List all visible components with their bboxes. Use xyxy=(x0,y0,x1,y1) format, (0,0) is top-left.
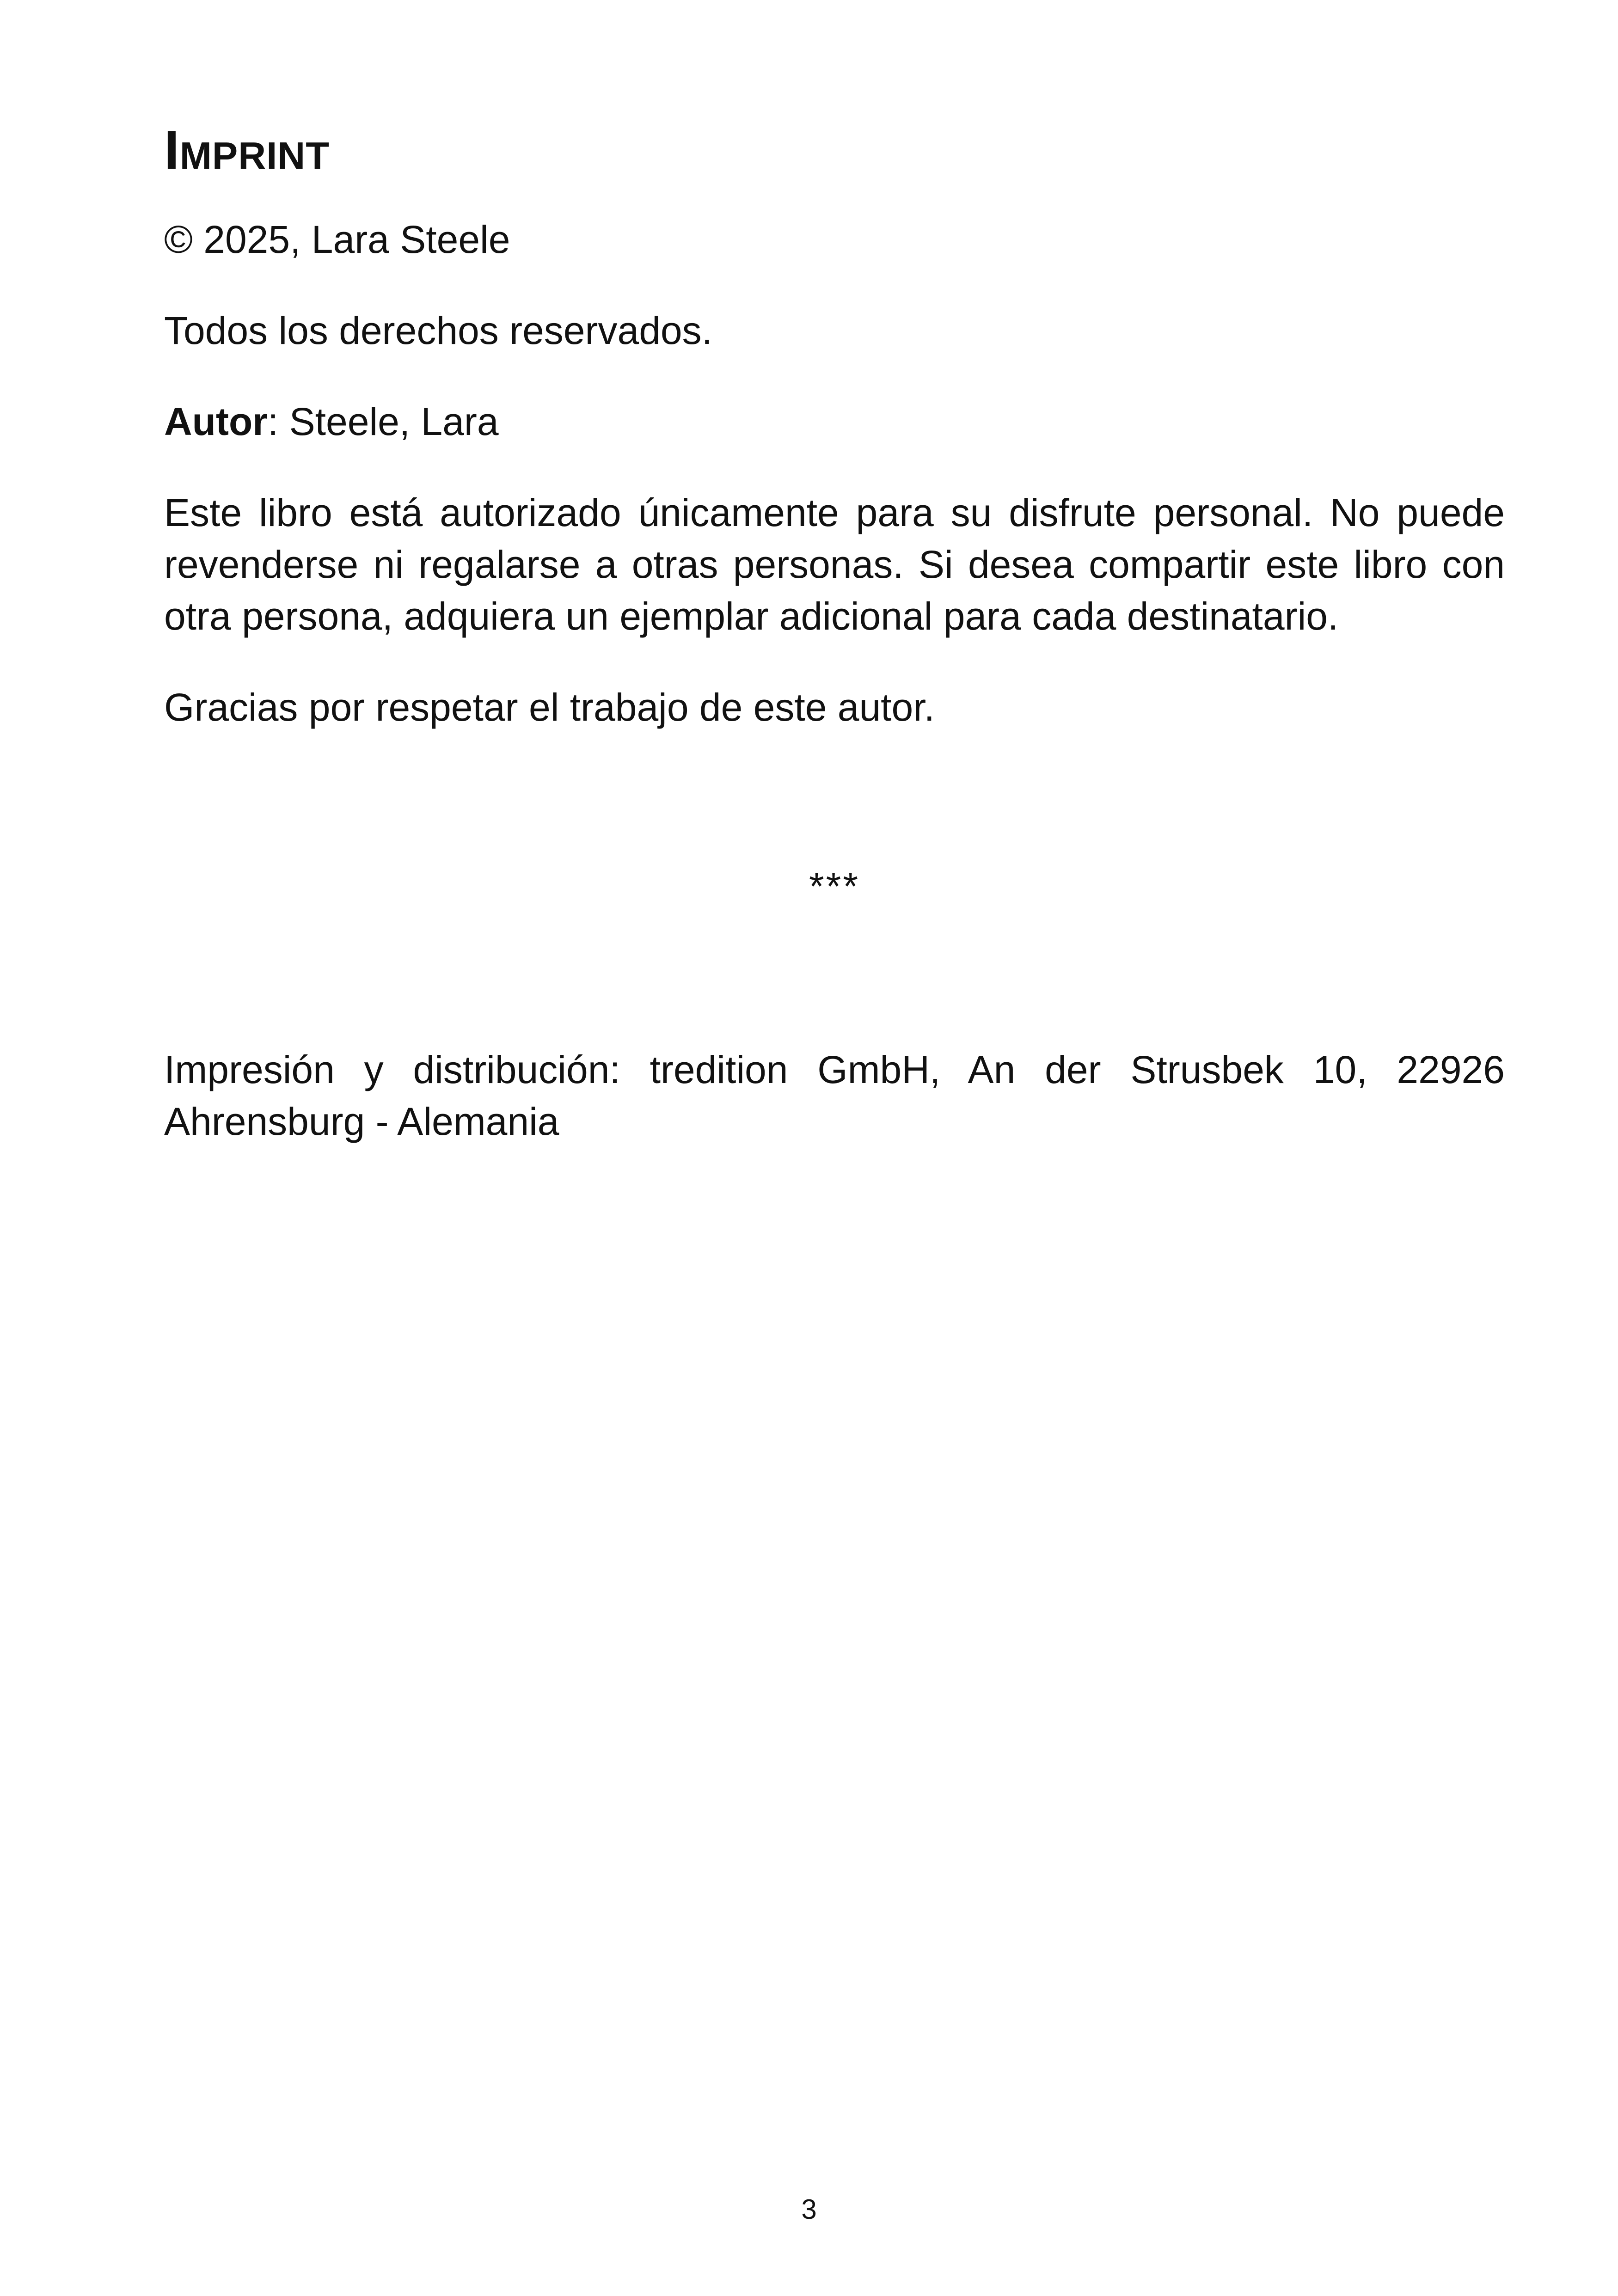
page-content xyxy=(164,118,1505,1147)
rights-line: Todos los derechos reservados. xyxy=(164,308,712,352)
author-value: : Steele, Lara xyxy=(267,399,499,443)
copyright-line: © 2025, Lara Steele xyxy=(164,217,510,261)
author-line xyxy=(164,396,1505,447)
section-separator: *** xyxy=(809,864,860,908)
page-title: Imprint xyxy=(164,120,330,181)
printing-info: Impresión y distribución: tredition GmbH, An der Strusbek 10, 22926 Ahrensburg - Alemania xyxy=(164,1047,1505,1143)
page-number: 3 xyxy=(801,2194,817,2225)
author-label: Autor xyxy=(164,399,268,443)
thanks-line: Gracias por respetar el trabajo de este autor. xyxy=(164,685,935,729)
license-paragraph: Este libro está autorizado únicamente para su disfrute personal. No puede revenderse ni regalarse a otras personas. Si desea compartir este libro con otra persona, adquiera un ejemplar adicional para cada destinatario. xyxy=(164,490,1505,638)
